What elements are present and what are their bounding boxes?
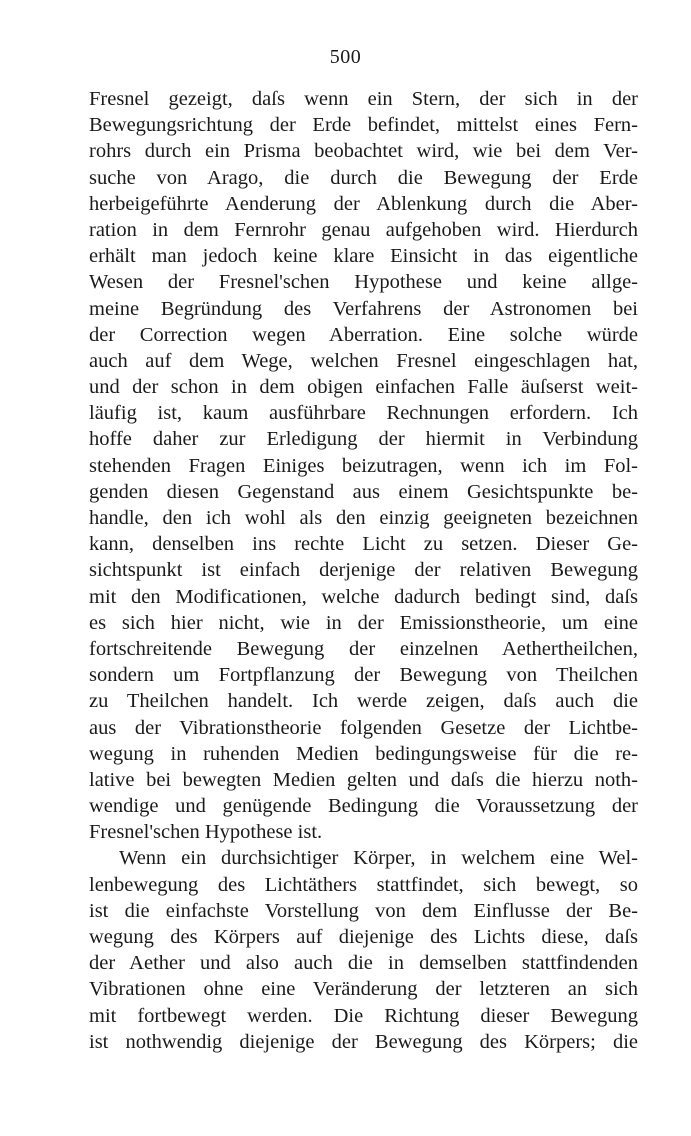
text-line: Wesen der Fresnel'schen Hypothese und keine allge-	[89, 271, 638, 294]
text-line: mit fortbewegt werden. Die Richtung dieser Bewegung	[89, 1004, 638, 1027]
text-line: Fresnel gezeigt, daſs wenn ein Stern, der sich in der	[89, 88, 638, 110]
text-line: stehenden Fragen Einiges beizutragen, wenn ich im Fol-	[89, 454, 638, 477]
text-line: ist die einfachste Vorstellung von dem Einflusse der Be-	[89, 899, 638, 922]
text-line: fortschreitende Bewegung der einzelnen Aethertheilchen,	[89, 637, 638, 660]
text-line: erhält man jedoch keine klare Einsicht in das eigentliche	[89, 245, 638, 268]
text-line: hoffe daher zur Erledigung der hiermit in Verbindung	[89, 428, 638, 451]
text-line: Wenn ein durchsichtiger Körper, in welchem eine Wel-	[119, 847, 638, 870]
text-line: aus der Vibrationstheorie folgenden Gesetze der Lichtbe-	[89, 716, 638, 739]
page-number: 500	[329, 46, 362, 68]
text-line: handle, den ich wohl als den einzig geeigneten bezeichnen	[89, 507, 638, 529]
text-line: mit den Modificationen, welche dadurch bedingt sind, daſs	[89, 585, 638, 608]
text-line: wegung des Körpers auf diejenige des Lichts diese, daſs	[89, 926, 638, 948]
text-line: suche von Arago, die durch die Bewegung der Erde	[89, 166, 638, 189]
text-line: und der schon in dem obigen einfachen Falle äuſserst weit-	[89, 376, 638, 399]
text-line: sichtspunkt ist einfach derjenige der relativen Bewegung	[89, 559, 638, 582]
text-line: auch auf dem Wege, welchen Fresnel eingeschlagen hat,	[89, 349, 638, 372]
text-line: Bewegungsrichtung der Erde befindet, mittelst eines Fern-	[89, 114, 638, 137]
body-text	[89, 86, 638, 1055]
text-line: ist nothwendig diejenige der Bewegung des Körpers; die	[89, 1030, 638, 1053]
text-line: ration in dem Fernrohr genau aufgehoben wird. Hierdurch	[89, 218, 638, 241]
text-line: genden diesen Gegenstand aus einem Gesichtspunkte be-	[89, 480, 638, 503]
text-line: wegung in ruhenden Medien bedingungsweise für die re-	[89, 742, 638, 765]
text-line: meine Begründung des Verfahrens der Astronomen bei	[89, 297, 638, 320]
text-line: es sich hier nicht, wie in der Emissionstheorie, um eine	[89, 611, 638, 634]
text-line: Vibrationen ohne eine Veränderung der letzteren an sich	[89, 978, 638, 1001]
text-line: läufig ist, kaum ausführbare Rechnungen erfordern. Ich	[89, 402, 638, 425]
text-line: der Correction wegen Aberration. Eine solche würde	[89, 323, 638, 346]
text-line: der Aether und also auch die in demselben stattfindenden	[89, 952, 638, 975]
text-line: Fresnel'schen Hypothese ist.	[89, 821, 323, 844]
text-line: lenbewegung des Lichtäthers stattfindet, sich bewegt, so	[89, 873, 638, 896]
text-line: herbeigeführte Aenderung der Ablenkung durch die Aber-	[89, 192, 638, 215]
text-line: sondern um Fortpflanzung der Bewegung von Theilchen	[89, 664, 638, 687]
text-line: rohrs durch ein Prisma beobachtet wird, wie bei dem Ver-	[89, 140, 638, 163]
text-line: kann, denselben ins rechte Licht zu setzen. Dieser Ge-	[89, 533, 638, 556]
paragraph-1	[89, 86, 638, 845]
text-line: lative bei bewegten Medien gelten und daſs die hierzu noth-	[89, 768, 638, 791]
paragraph-2	[89, 845, 638, 1055]
text-line: zu Theilchen handelt. Ich werde zeigen, daſs auch die	[89, 690, 638, 713]
text-line: wendige und genügende Bedingung die Voraussetzung der	[89, 795, 638, 818]
